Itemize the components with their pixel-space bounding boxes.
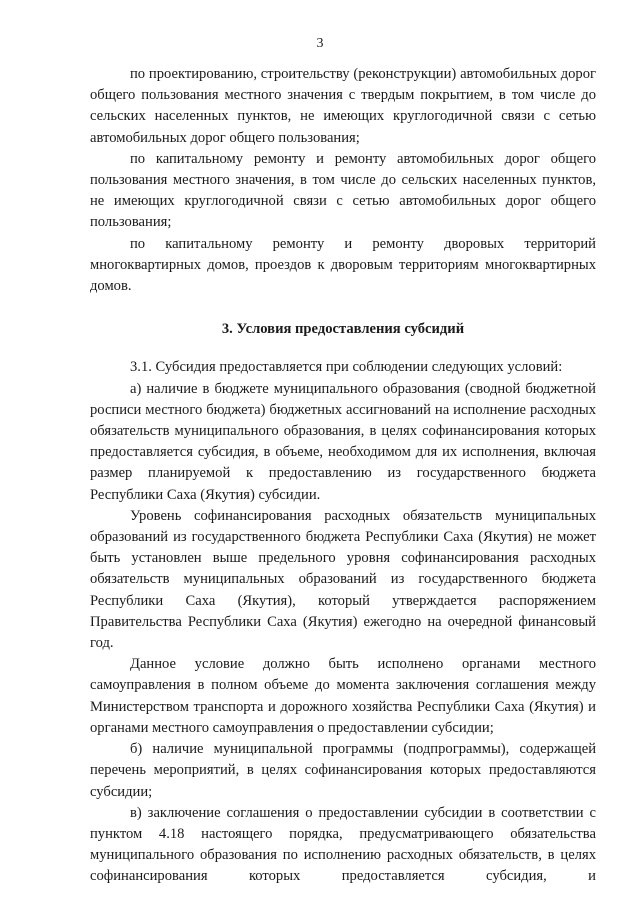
paragraph-condition-c: в) заключение соглашения о предоставлении субсидии в соответствии с пунктом 4.18 настоящего порядка, предусматривающего обязательства муниципального образования по исполнению расходных обязательств, в целях софинансирования которых предоставляется субсидия, и xyxy=(90,804,596,885)
paragraph-3-1: 3.1. Субсидия предоставляется при соблюдении следующих условий: xyxy=(130,359,563,376)
paragraph-condition-b: б) наличие муниципальной программы (подпрограммы), содержащей перечень мероприятий, в целях софинансирования которых предоставляются субсидии; xyxy=(90,741,596,800)
page-number: 3 xyxy=(316,36,324,51)
paragraph-road-repair: по капитальному ремонту и ремонту автомобильных дорог общего пользования местного значения, в том числе до сельских населенных пунктов, не имеющих круглогодичной связи с сетью автомобильных дорог общего пользования; xyxy=(90,150,596,231)
document-body xyxy=(90,64,596,888)
paragraph-cofinancing-level: Уровень софинансирования расходных обязательств муниципальных образований из государственного бюджета Республики Саха (Якутия) не может быть установлен выше предельного уровня софинансирования расходных обязательств муниципальных образований из государственного бюджета Республики Саха (Якутия), который утверждается распоряжением Правительства Республики Саха (Якутия) ежегодно на очередной финансовый год. xyxy=(90,507,596,652)
paragraph-condition-a: а) наличие в бюджете муниципального образования (сводной бюджетной росписи местного бюджета) бюджетных ассигнований на исполнение расходных обязательств муниципального образования, в целях софинансирования которых предоставляется субсидия, в объеме, необходимом для их исполнения, включая размер планируемой к предоставлению из государственного бюджета Республики Саха (Якутия) субсидии. xyxy=(90,380,596,503)
paragraph-condition-fulfillment: Данное условие должно быть исполнено органами местного самоуправления в полном объеме до момента заключения соглашения между Министерством транспорта и дорожного хозяйства Республики Саха (Якутия) и органами местного самоуправления о предоставлении субсидии; xyxy=(90,656,596,736)
section-heading: 3. Условия предоставления субсидий xyxy=(221,321,465,338)
paragraph-yard-repair: по капитальному ремонту и ремонту дворовых территорий многоквартирных домов, проездов к дворовым территориям многоквартирных домов. xyxy=(90,235,596,295)
paragraph-design-construction: по проектированию, строительству (реконструкции) автомобильных дорог общего пользования местного значения с твердым покрытием, в том числе до сельских населенных пунктов, не имеющих круглогодичной связи с сетью автомобильных дорог общего пользования; xyxy=(90,66,596,146)
